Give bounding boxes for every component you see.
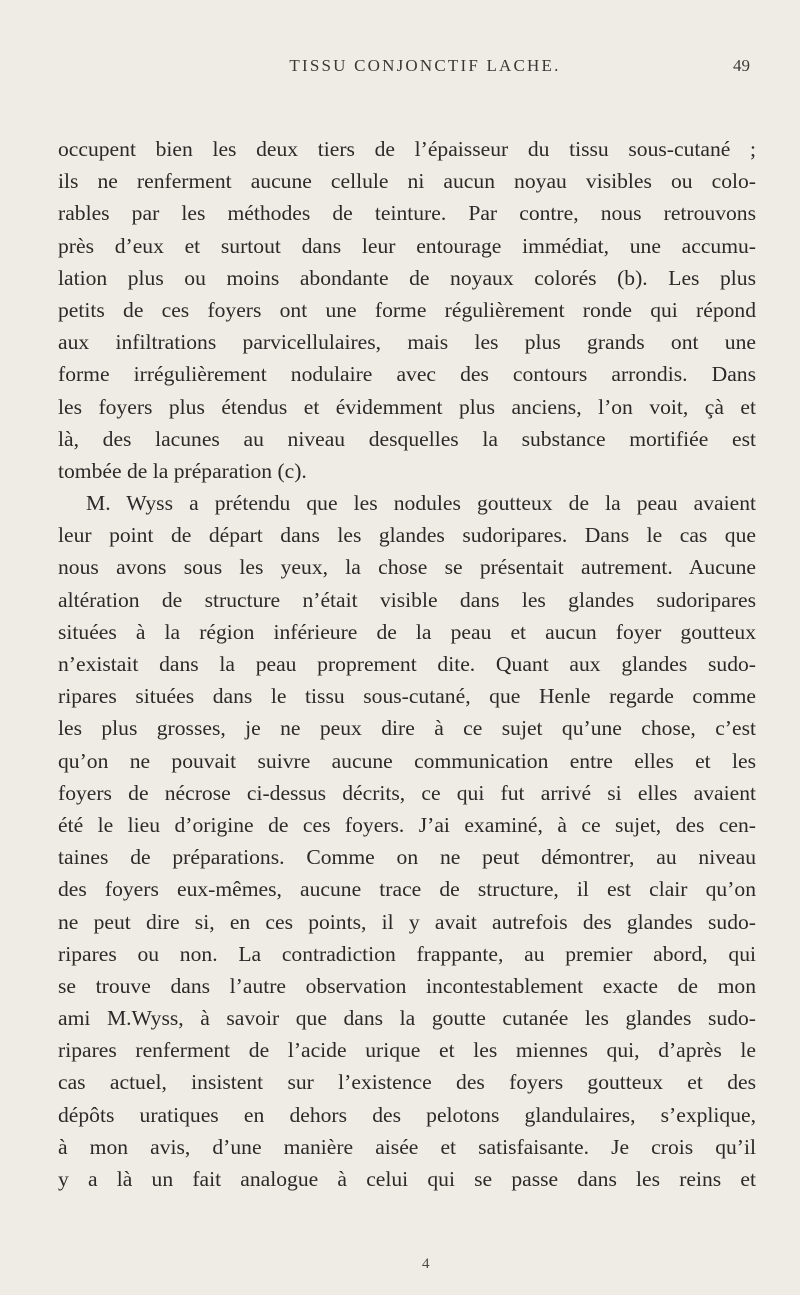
text-line: n’existait dans la peau proprement dite. Quant aux glandes sudo- (58, 652, 756, 676)
text-line: là, des lacunes au niveau desquelles la substance mortifiée est (58, 426, 756, 451)
text-line: nous avons sous les yeux, la chose se présentait autrement. Aucune (58, 555, 756, 580)
body-text (58, 133, 756, 1195)
page-number: 49 (733, 56, 750, 75)
text-line: forme irrégulièrement nodulaire avec des contours arrondis. Dans (58, 362, 756, 387)
text-line: lation plus ou moins abondante de noyaux colorés (b). Les plus (58, 265, 756, 290)
text-line: occupent bien les deux tiers de l’épaisseur du tissu sous-cutané ; (58, 137, 756, 161)
text-line: leur point de départ dans les glandes sudoripares. Dans le cas que (58, 523, 756, 548)
text-line: dépôts uratiques en dehors des pelotons glandulaires, s’explique, (58, 1102, 756, 1127)
text-line: qu’on ne pouvait suivre aucune communication entre elles et les (58, 748, 756, 773)
text-line: M. Wyss a prétendu que les nodules goutteux de la peau avaient (86, 491, 756, 516)
text-line: ripares situées dans le tissu sous-cutané, que Henle regarde comme (58, 684, 756, 709)
text-line: à mon avis, d’une manière aisée et satisfaisante. Je crois qu’il (58, 1134, 756, 1159)
text-line: situées à la région inférieure de la peau et aucun foyer goutteux (58, 619, 756, 644)
text-line: ripares ou non. La contradiction frappante, au premier abord, qui (58, 941, 756, 966)
text-line: y a là un fait analogue à celui qui se passe dans les reins et (58, 1167, 756, 1191)
running-title: TISSU CONJONCTIF LACHE. (289, 56, 561, 75)
text-line: ami M.Wyss, à savoir que dans la goutte cutanée les glandes sudo- (58, 1006, 756, 1031)
text-line: les plus grosses, je ne peux dire à ce sujet qu’une chose, c’est (58, 716, 756, 741)
text-line: petits de ces foyers ont une forme régulièrement ronde qui répond (58, 297, 756, 322)
text-line: altération de structure n’était visible dans les glandes sudoripares (58, 587, 756, 612)
text-line: les foyers plus étendus et évidemment plus anciens, l’on voit, çà et (58, 394, 756, 419)
text-line: foyers de nécrose ci-dessus décrits, ce qui fut arrivé si elles avaient (58, 780, 756, 805)
text-line: été le lieu d’origine de ces foyers. J’ai examiné, à ce sujet, des cen- (58, 812, 756, 837)
text-line: aux infiltrations parvicellulaires, mais les plus grands ont une (58, 330, 756, 355)
signature-mark: 4 (422, 1256, 430, 1272)
text-line: rables par les méthodes de teinture. Par contre, nous retrouvons (58, 201, 756, 226)
running-head (60, 56, 750, 86)
text-line: cas actuel, insistent sur l’existence des foyers goutteux et des (58, 1070, 756, 1095)
text-line: près d’eux et surtout dans leur entourage immédiat, une accumu- (58, 233, 756, 258)
text-line: ils ne renferment aucune cellule ni aucun noyau visibles ou colo- (58, 169, 756, 194)
text-line: ne peut dire si, en ces points, il y avait autrefois des glandes sudo- (58, 909, 756, 934)
text-line: des foyers eux-mêmes, aucune trace de structure, il est clair qu’on (58, 877, 756, 902)
text-line: ripares renferment de l’acide urique et les miennes qui, d’après le (58, 1038, 756, 1063)
text-line: se trouve dans l’autre observation incontestablement exacte de mon (58, 973, 756, 998)
text-line: tombée de la préparation (c). (58, 458, 307, 483)
text-line: taines de préparations. Comme on ne peut démontrer, au niveau (58, 845, 756, 870)
